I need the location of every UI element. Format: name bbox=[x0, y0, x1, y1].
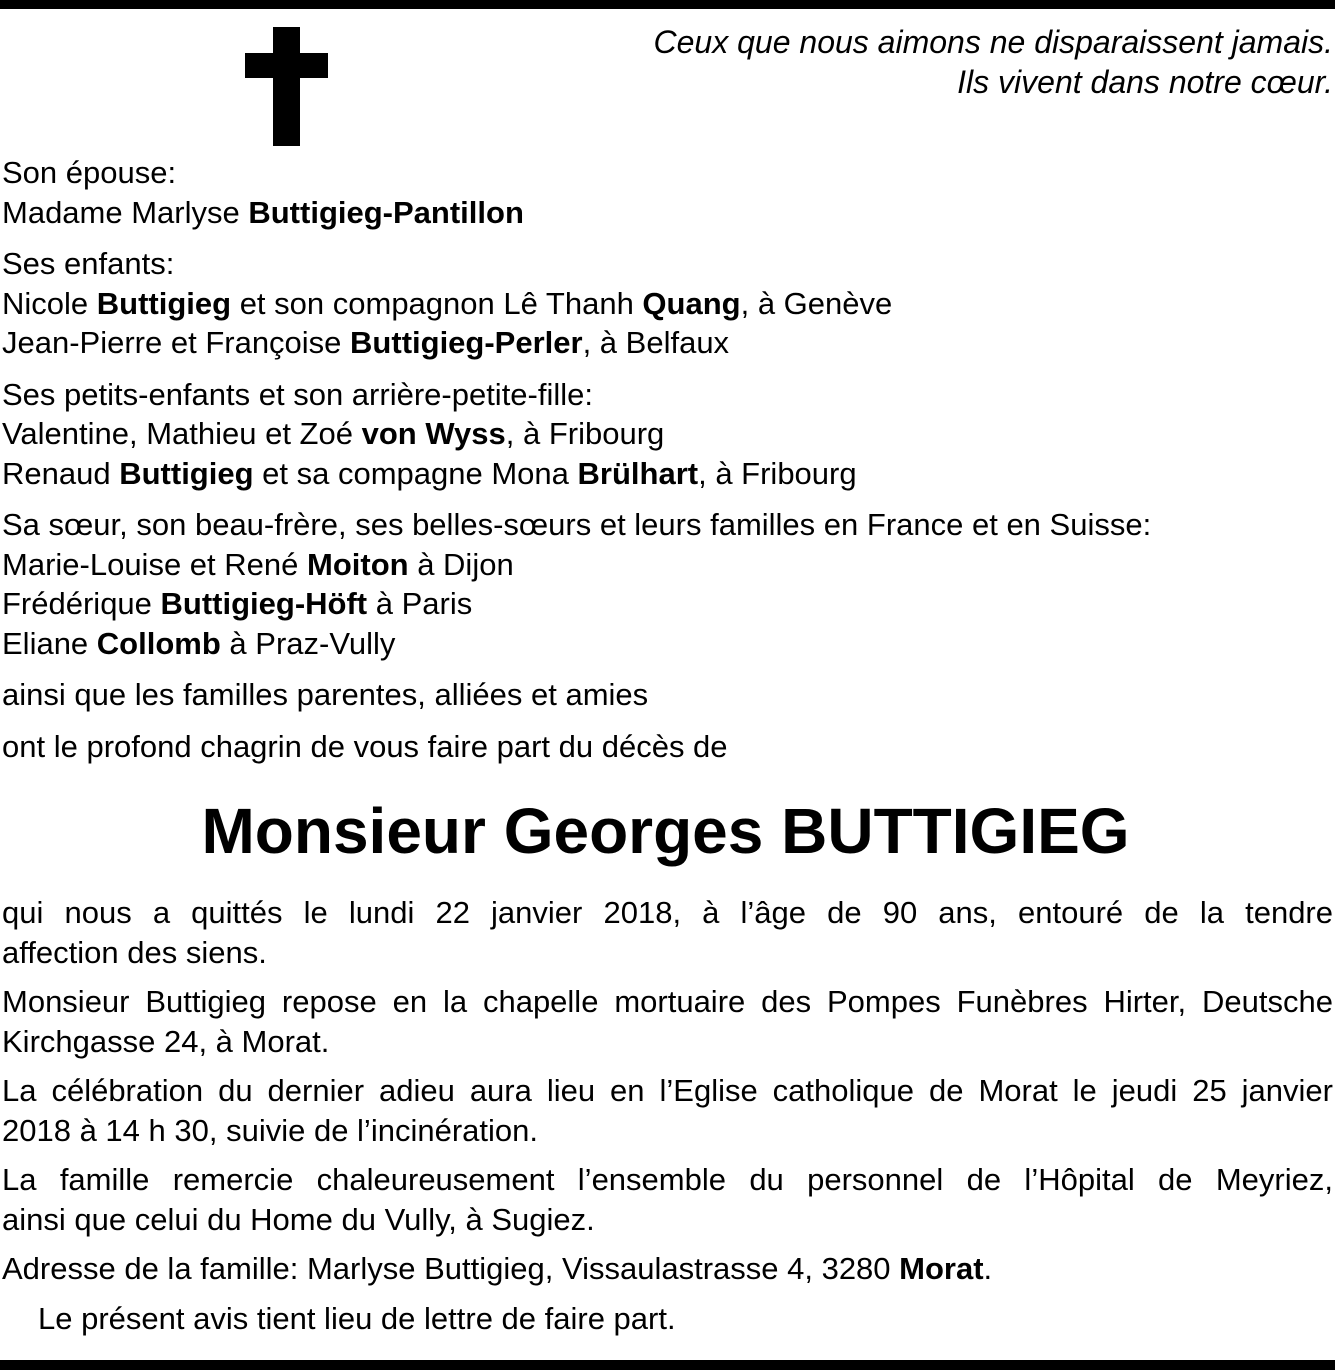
text-segment: et sa compagne Mona bbox=[253, 455, 578, 491]
text-segment: Marie-Louise et René bbox=[2, 546, 307, 582]
quote-line-2: Ils vivent dans notre cœur. bbox=[957, 64, 1333, 100]
text-segment: à Praz-Vully bbox=[220, 625, 396, 661]
paragraph-line: qui nous a quittés le lundi 22 janvier 2018, à l’âge de 90 ans, entouré de la tendre bbox=[2, 895, 1333, 930]
quote-line-1: Ceux que nous aimons ne disparaissent jamais. bbox=[653, 24, 1333, 60]
text-segment: et son compagnon Lê Thanh bbox=[231, 285, 643, 321]
paragraph-line: Monsieur Buttigieg repose en la chapelle mortuaire des Pompes Funèbres Hirter, Deutsche bbox=[2, 984, 1333, 1019]
children-heading: Ses enfants: bbox=[2, 246, 175, 281]
paragraph-passing bbox=[2, 893, 1333, 972]
paragraph-line: Kirchgasse 24, à Morat. bbox=[2, 1023, 330, 1059]
paragraph-line: La célébration du dernier adieu aura lieu en l’Eglise catholique de Morat le jeudi 25 janvier bbox=[2, 1073, 1333, 1108]
surname: Buttigieg-Höft bbox=[160, 586, 368, 621]
child-line-1 bbox=[2, 284, 1333, 324]
surname: Buttigieg-Perler bbox=[350, 325, 583, 360]
grandchildren-heading: Ses petits-enfants et son arrière-petite-fille: bbox=[2, 376, 593, 412]
paragraph-resting-place bbox=[2, 982, 1333, 1061]
text-segment: Nicole bbox=[2, 285, 97, 321]
address-line bbox=[2, 1249, 1333, 1289]
grandchildren-section bbox=[2, 375, 1333, 494]
sibling-line-2 bbox=[2, 584, 1333, 624]
text-segment: Valentine, Mathieu et Zoé bbox=[2, 416, 362, 451]
closing-text: Le présent avis tient lieu de lettre de faire part. bbox=[38, 1300, 676, 1336]
top-border-rule bbox=[0, 0, 1335, 9]
text-segment: Renaud bbox=[2, 455, 120, 491]
paragraph-line: affection des siens. bbox=[2, 934, 267, 970]
announcement-line bbox=[2, 727, 1333, 767]
siblings-section bbox=[2, 505, 1333, 663]
closing-note bbox=[2, 1299, 1333, 1339]
epigraph-quote bbox=[573, 22, 1333, 102]
spouse-heading: Son épouse: bbox=[2, 155, 177, 190]
text-segment: , à Fribourg bbox=[698, 455, 857, 491]
text-segment: à Paris bbox=[367, 586, 473, 621]
families-line bbox=[2, 675, 1333, 715]
surname: Buttigieg bbox=[96, 285, 232, 321]
surname: Brülhart bbox=[577, 455, 699, 491]
child-line-2 bbox=[2, 323, 1333, 363]
deceased-name-heading: Monsieur Georges BUTTIGIEG bbox=[201, 795, 1130, 867]
address-city: Morat bbox=[899, 1251, 984, 1286]
sibling-line-1 bbox=[2, 545, 1333, 585]
text-segment: , à Fribourg bbox=[505, 416, 665, 451]
surname: Moiton bbox=[307, 546, 409, 582]
text-segment: , à Belfaux bbox=[582, 325, 730, 360]
family-address bbox=[2, 1249, 1333, 1289]
address-suffix: . bbox=[983, 1251, 993, 1286]
paragraph-line: ainsi que celui du Home du Vully, à Sugiez. bbox=[2, 1201, 595, 1237]
paragraph-line: La famille remercie chaleureusement l’ensemble du personnel de l’Hôpital de Meyriez, bbox=[2, 1162, 1333, 1197]
families-text: ainsi que les familles parentes, alliées et amies bbox=[2, 677, 649, 712]
cross-horizontal-bar bbox=[245, 53, 328, 78]
announcement-text: ont le profond chagrin de vous faire part du décès de bbox=[2, 728, 728, 764]
paragraph-ceremony bbox=[2, 1071, 1333, 1150]
spouse-prefix: Madame Marlyse bbox=[2, 194, 249, 230]
paragraph-line: 2018 à 14 h 30, suivie de l’incinération. bbox=[2, 1112, 538, 1148]
text-segment: Eliane bbox=[2, 625, 97, 661]
sibling-line-3 bbox=[2, 624, 1333, 664]
text-segment: , à Genève bbox=[740, 285, 893, 321]
cross-vertical-bar bbox=[273, 27, 300, 146]
siblings-heading: Sa sœur, son beau-frère, ses belles-sœurs et leurs familles en France et en Suisse: bbox=[2, 507, 1152, 542]
grandchild-line-1 bbox=[2, 414, 1333, 454]
bottom-border-rule bbox=[0, 1360, 1335, 1370]
address-text: Adresse de la famille: Marlyse Buttigieg, Vissaulastrasse 4, 3280 bbox=[2, 1251, 900, 1286]
text-segment: Jean-Pierre et Françoise bbox=[2, 325, 351, 360]
paragraph-thanks bbox=[2, 1160, 1333, 1239]
obituary-body bbox=[2, 153, 1333, 1348]
surname: Collomb bbox=[96, 625, 221, 661]
grandchild-line-2 bbox=[2, 454, 1333, 494]
spouse-surname: Buttigieg-Pantillon bbox=[248, 194, 524, 230]
children-section bbox=[2, 244, 1333, 363]
surname: Quang bbox=[642, 285, 741, 321]
surname: von Wyss bbox=[361, 416, 506, 451]
spouse-line bbox=[2, 193, 1333, 233]
spouse-section bbox=[2, 153, 1333, 232]
text-segment: à Dijon bbox=[408, 546, 514, 582]
surname: Buttigieg bbox=[119, 455, 254, 491]
text-segment: Frédérique bbox=[2, 586, 161, 621]
latin-cross-icon bbox=[245, 27, 328, 146]
